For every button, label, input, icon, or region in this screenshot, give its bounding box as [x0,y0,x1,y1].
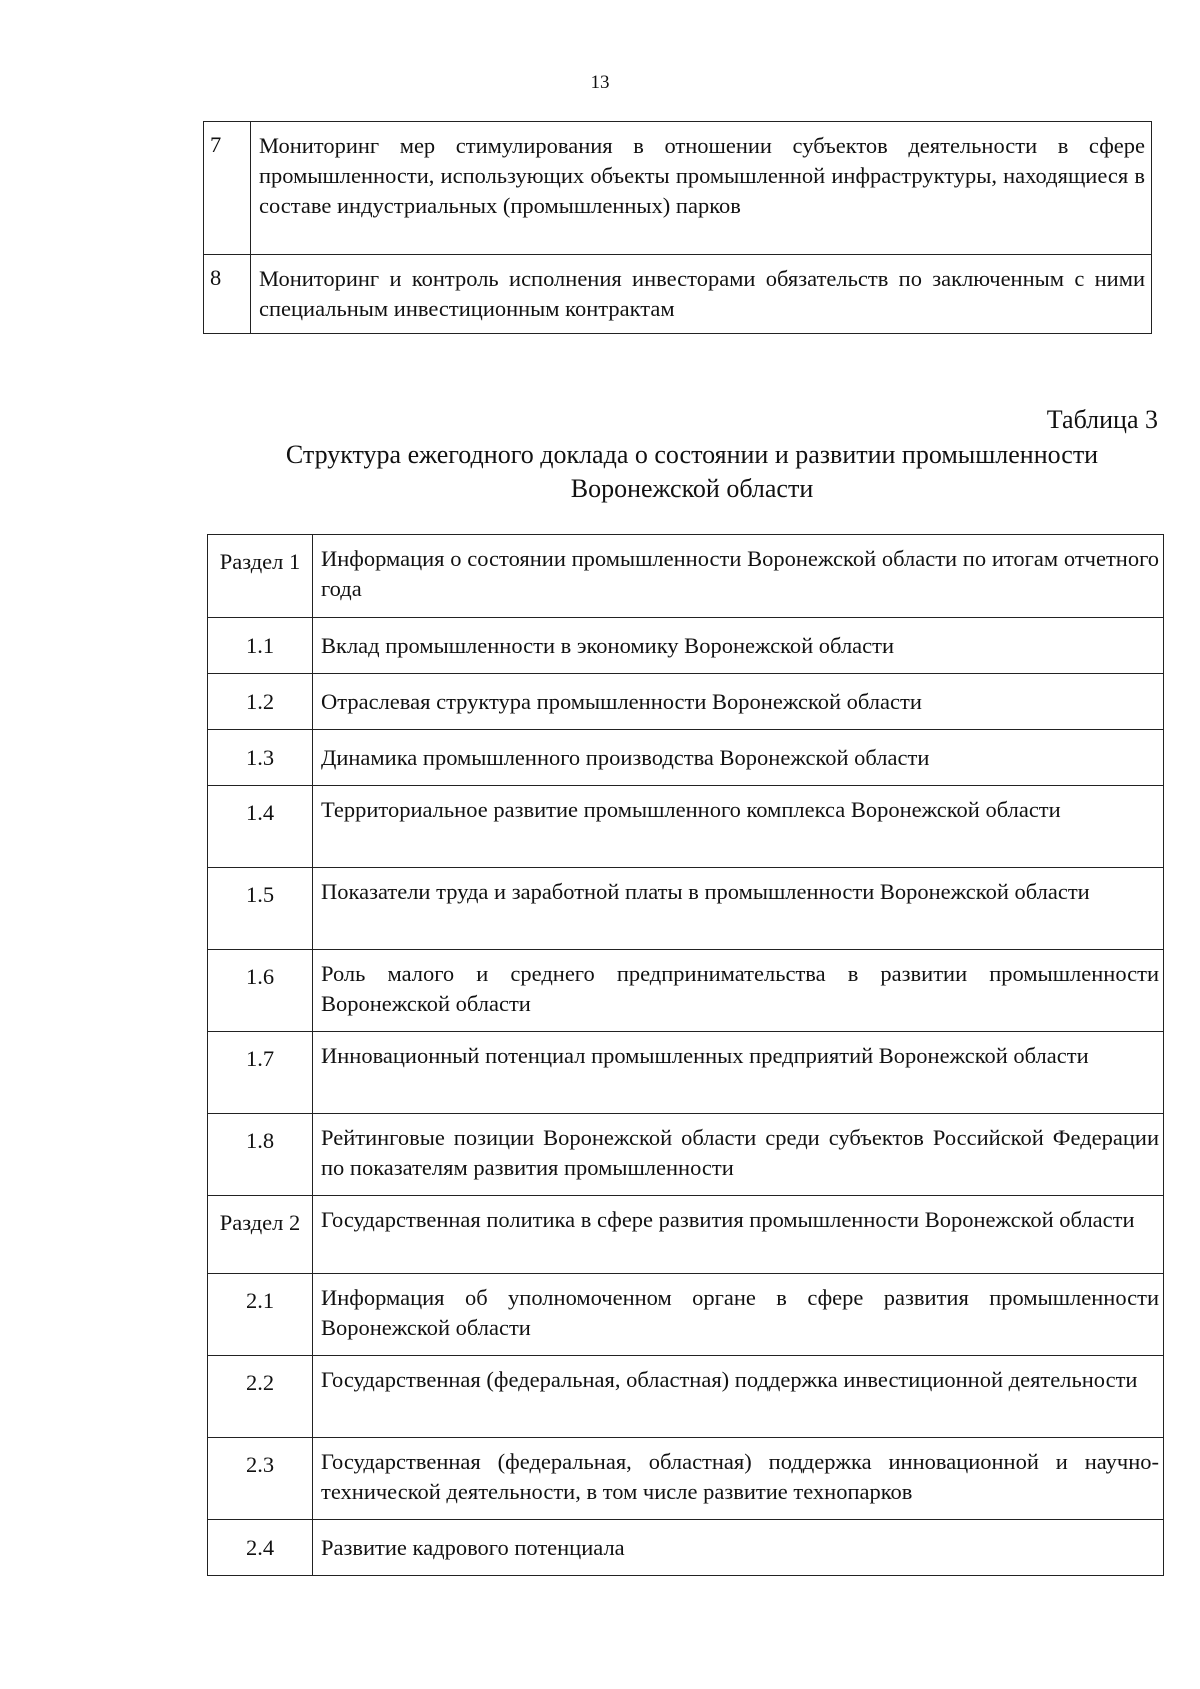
table-row [208,1196,1164,1274]
row-number: 2.4 [208,1520,313,1576]
row-text: Динамика промышленного производства Воронежской области [313,730,1164,786]
row-number: 1.5 [208,868,313,950]
table-row [208,674,1164,730]
page-number: 13 [590,72,610,93]
row-number: 2.2 [208,1356,313,1438]
row-text: Государственная (федеральная, областная) поддержка инвестиционной деятельности [313,1356,1164,1438]
row-number: 1.7 [208,1032,313,1114]
table-row [208,1356,1164,1438]
row-text: Государственная (федеральная, областная) поддержка инновационной и научно-технической деятельности, в том числе развитие технопарков [313,1438,1164,1520]
row-text: Мониторинг и контроль исполнения инвесторами обязательств по заключенным с ними специальным инвестиционным контрактам [251,255,1152,334]
row-text: Рейтинговые позиции Воронежской области среди субъектов Российской Федерации по показателям развития промышленности [313,1114,1164,1196]
row-number: 1.1 [208,618,313,674]
row-text: Роль малого и среднего предпринимательства в развитии промышленности Воронежской области [313,950,1164,1032]
row-number: 1.6 [208,950,313,1032]
row-text: Инновационный потенциал промышленных предприятий Воронежской области [313,1032,1164,1114]
row-number: 2.3 [208,1438,313,1520]
table-row [208,1520,1164,1576]
row-text: Мониторинг мер стимулирования в отношении субъектов деятельности в сфере промышленности, использующих объекты промышленной инфраструктуры, находящиеся в составе индустриальных (промышленных) парков [251,122,1152,255]
table-row [208,1114,1164,1196]
table-label: Таблица 3 [1046,405,1158,434]
table-row [208,1438,1164,1520]
table-row [208,535,1164,618]
row-text: Отраслевая структура промышленности Воронежской области [313,674,1164,730]
row-text: Развитие кадрового потенциала [313,1520,1164,1576]
row-number: Раздел 1 [208,535,313,618]
table-row [204,255,1152,334]
table-row [208,1032,1164,1114]
row-text: Показатели труда и заработной платы в промышленности Воронежской области [313,868,1164,950]
row-text: Государственная политика в сфере развития промышленности Воронежской области [313,1196,1164,1274]
row-text: Информация об уполномоченном органе в сфере развития промышленности Воронежской области [313,1274,1164,1356]
table-row [208,618,1164,674]
table-row [204,122,1152,255]
row-text: Информация о состоянии промышленности Воронежской области по итогам отчетного года [313,535,1164,618]
row-number: 7 [204,122,251,255]
row-number: 8 [204,255,251,334]
table-title-line: Воронежской области [570,474,814,503]
table-row [208,786,1164,868]
table-row [208,868,1164,950]
table-row [208,950,1164,1032]
row-number: Раздел 2 [208,1196,313,1274]
row-number: 1.2 [208,674,313,730]
table-row [208,1274,1164,1356]
row-text: Вклад промышленности в экономику Воронежской области [313,618,1164,674]
table-title-line: Структура ежегодного доклада о состоянии и развитии промышленности [285,440,1099,469]
top-table [203,121,1152,334]
row-number: 1.3 [208,730,313,786]
row-number: 1.8 [208,1114,313,1196]
table-title [200,438,1184,506]
row-number: 2.1 [208,1274,313,1356]
table-row [208,730,1164,786]
row-text: Территориальное развитие промышленного комплекса Воронежской области [313,786,1164,868]
report-structure-table [207,534,1164,1576]
row-number: 1.4 [208,786,313,868]
